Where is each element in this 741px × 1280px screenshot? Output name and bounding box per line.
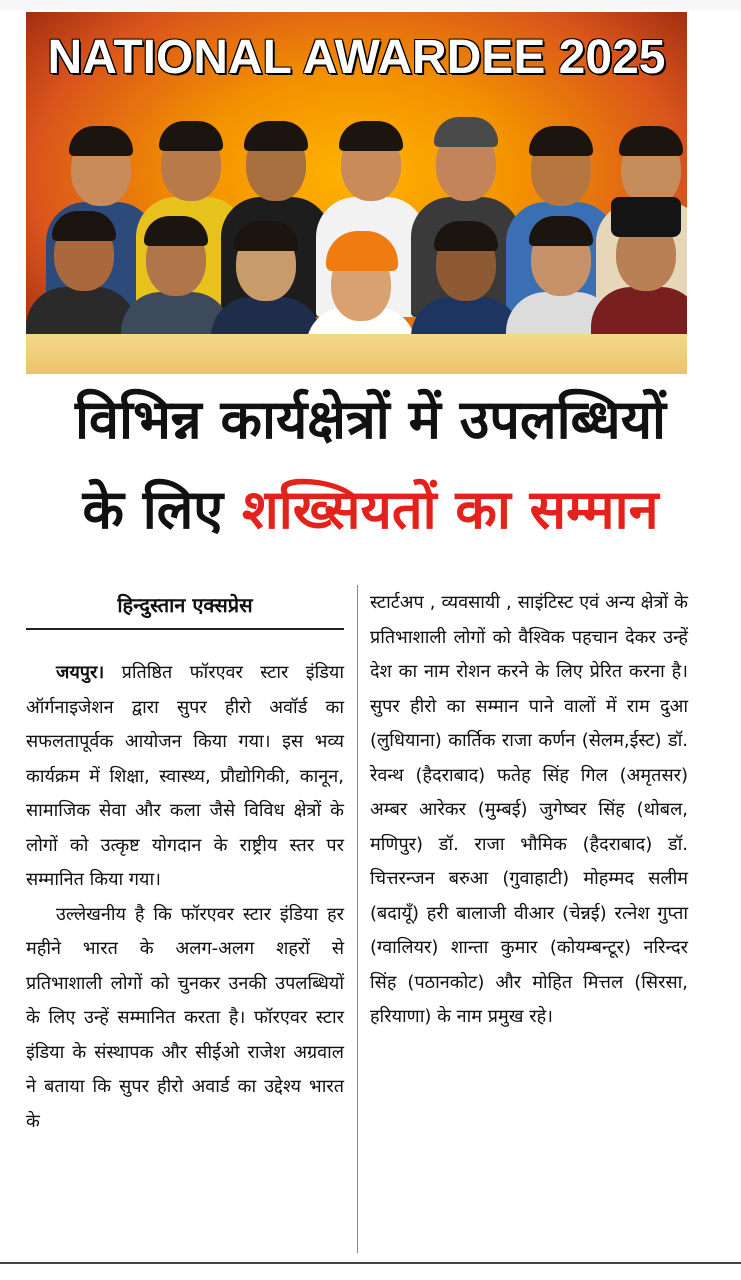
article-paragraph-1 <box>26 656 344 898</box>
headline-line-2-red: शख्सियतों का सम्मान <box>241 478 659 541</box>
article-column-right <box>370 586 688 1035</box>
column-divider <box>357 585 358 1253</box>
bottom-rule <box>0 1262 741 1264</box>
headline-line-2 <box>0 475 741 545</box>
headline-line-1: विभिन्न कार्यक्षेत्रों में उपलब्धियों <box>74 388 667 451</box>
stage-floor <box>26 334 687 374</box>
article-column-left <box>26 656 344 1139</box>
page-top-edge <box>0 0 741 10</box>
dateline: जयपुर। <box>56 662 105 683</box>
byline: हिन्दुस्तान एक्सप्रेस <box>117 593 253 617</box>
article-paragraph-3: स्टार्टअप , व्यवसायी , साइंटिस्ट एवं अन्य क्षेत्रों के प्रतिभाशाली लोगों को वैश्विक पहचान देकर उन्हें देश का नाम रोशन करने के लिए प्रेरित करना है। सुपर हीरो का सम्मान पाने वालों में राम दुआ (लुधियाना) कार्तिक राजा कर्णन (सेलम,ईस्ट) डॉ. रेवन्थ (हैदराबाद) फतेह सिंह गिल (अमृतसर) अम्बर आरेकर (मुम्बई) जुगेष्वर सिंह (थोबल, मणिपुर) डॉ. राजा भौमिक (हैदराबाद) डॉ. चित्तरन्जन बरुआ (गुवाहाटी) मोहम्मद सलीम (बदायूँ) हरी बालाजी वीआर (चेन्नई) रत्नेश गुप्ता (ग्वालियर) शान्ता कुमार (कोयम्बन्टूर) नरिन्दर सिंह (पठानकोट) और मोहित मित्तल (सिरसा, हरियाणा) के नाम प्रमुख रहे। <box>370 592 688 1027</box>
byline-rule <box>26 628 344 630</box>
awardee-group-photo <box>26 12 687 374</box>
paragraph-1-text: प्रतिष्ठित फॉरएवर स्टार इंडिया ऑर्गनाइजेशन द्वारा सुपर हीरो अवॉर्ड का सफलतापूर्वक आयोजन किया गया। इस भव्य कार्यक्रम में शिक्षा, स्वास्थ्य, प्रौद्योगिकी, कानून, सामाजिक सेवा और कला जैसे विविध क्षेत्रों के लोगों को उत्कृष्ट योगदान के राष्ट्रीय स्तर पर सम्मानित किया गया। <box>26 662 344 890</box>
article-paragraph-2: उल्लेखनीय है कि फॉरएवर स्टार इंडिया हर महीने भारत के अलग-अलग शहरों से प्रतिभाशाली लोगों को चुनकर उनकी उपलब्धियों के लिए उन्हें सम्मानित करता है। फॉरएवर स्टार इंडिया के संस्थापक और सीईओ राजेश अग्रवाल ने बताया कि सुपर हीरो अवार्ड का उद्देश्य भारत के <box>26 903 344 1132</box>
headline-line-2-black: के लिए <box>82 478 242 541</box>
banner-title: NATIONAL AWARDEE 2025 <box>47 31 666 84</box>
